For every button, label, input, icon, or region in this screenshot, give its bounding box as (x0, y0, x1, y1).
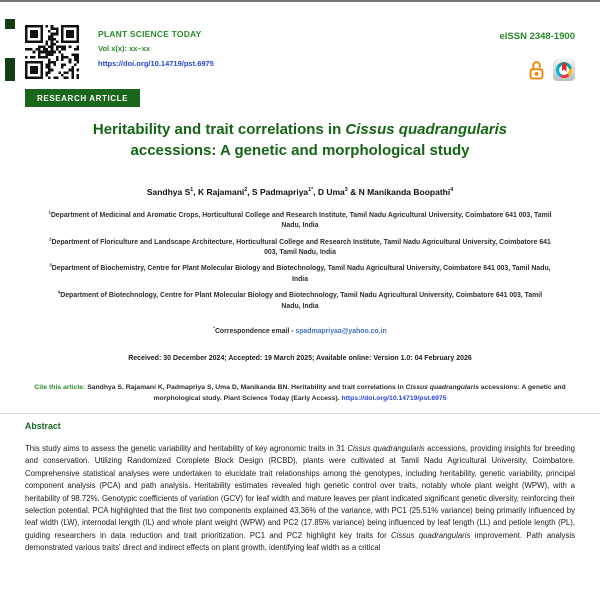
eissn-label: eISSN 2348-1900 (499, 31, 575, 42)
article-dates: Received: 30 December 2024; Accepted: 19 March 2025; Available online: Version 1.0: 04 February 2026 (128, 354, 472, 362)
qr-code-icon (25, 25, 79, 79)
journal-name: PLANT SCIENCE TODAY (98, 29, 202, 39)
affiliation-3: $^3$Department of Biochemistry, Centre for Plant Molecular Biology and Biotechnology, Tamil Nadu Agricultural University, Coimbatore 641 003, Tamil Nadu, India (49, 263, 551, 283)
author-list: Sandhya $S^1$, K Rajamani$^2$, S Padmapriya$^{1*}$, D Uma$^3$ & N Manikanda Boopathi$^4$ (146, 187, 454, 197)
correspondence-line (25, 325, 575, 335)
masthead (25, 25, 575, 81)
cite-doi-link[interactable]: https://doi.org/10.14719/pst.6975 (341, 394, 447, 402)
article-title: Heritability and trait correlations in Cissus quadrangularis accessions: A genetic and morphological study (92, 121, 508, 159)
correspondence-email-link[interactable]: spadmapriyaa@yahoo.co.in (295, 327, 387, 335)
affiliations (48, 211, 553, 312)
open-access-icon (528, 59, 545, 81)
affiliation-4: $^4$Department of Biotechnology, Centre for Plant Molecular Biology and Biotechnology, Tamil Nadu Agricultural University, Coimbatore 641 003, Tamil Nadu, India (57, 289, 543, 310)
abstract-text: This study aims to assess the genetic variability and heritability of key agronomic traits in 31 Cissus quadrangularis accessions, providing insights for breeding and conservation. Utilizing Randomized Complete Block Design (RCBD), plants were cultivated at Tamil Nadu Agricultural University, Coimbatore. Comprehensive statistical analyses were undertaken to elucidate trait relationships among the genotypes, including heritability, genetic variability, principal component analysis (PCA) and path analysis. Heritability estimates revealed high genetic control over traits, notably whole plant weight (WPW), with a heritability of 98.72%. Genotypic coefficients of variation (GCV) for leaf width and mature leaves per plant indicated significant genetic diversity, reinforcing their selection potential. PCA highlighted that the first two components explained 43.36% of the variance, with PC1 (25.51% variance) being primarily influenced by leaf width (LW), internodal length (IL) and whole plant weight (WPW) and PC2 (17.85% variance) being influenced by leaf length (LL) and petiole length (PL), guiding researchers in data reduction and trait prioritization. PC1 and PC2 highlight key traits for Cissus quadrangularis improvement. Path analysis demonstrated various traits' direct and indirect effects on plant growth, identifying leaf width as a critical (25, 443, 575, 553)
header-doi-link[interactable]: https://doi.org/10.14719/pst.6975 (98, 59, 214, 68)
cite-label: Cite this article: (34, 383, 88, 391)
citation-block (25, 383, 575, 405)
affiliation-2: $^2$Department of Floriculture and Landscape Architecture, Horticultural College and Research Institute, Tamil Nadu Agricultural University, Coimbatore 641 003, Tamil Nadu, India (49, 236, 551, 257)
left-margin-mark (5, 19, 15, 29)
section-divider (0, 413, 600, 414)
left-margin-mark (5, 58, 15, 81)
research-article-badge: RESEARCH ARTICLE (25, 89, 140, 107)
correspondence-label: *Correspondence email - (213, 325, 296, 335)
abstract-heading: Abstract (25, 420, 61, 431)
cite-body: Sandhya S, Rajamani K, Padmapriya S, Uma D, Manikanda BN. Heritability and trait correlations in Cissus quadrangularis accessions: A genetic and morphological study. Plant Science Today (Early Access). (87, 383, 566, 402)
crossmark-icon[interactable] (553, 59, 575, 81)
affiliation-1: $^1$Department of Medicinal and Aromatic Crops, Horticultural College and Research Institute, Tamil Nadu Agricultural University, Coimbatore 641 003, Tamil Nadu, India (48, 209, 552, 230)
journal-volume-issue: Vol x(x): xx–xx (98, 44, 150, 53)
